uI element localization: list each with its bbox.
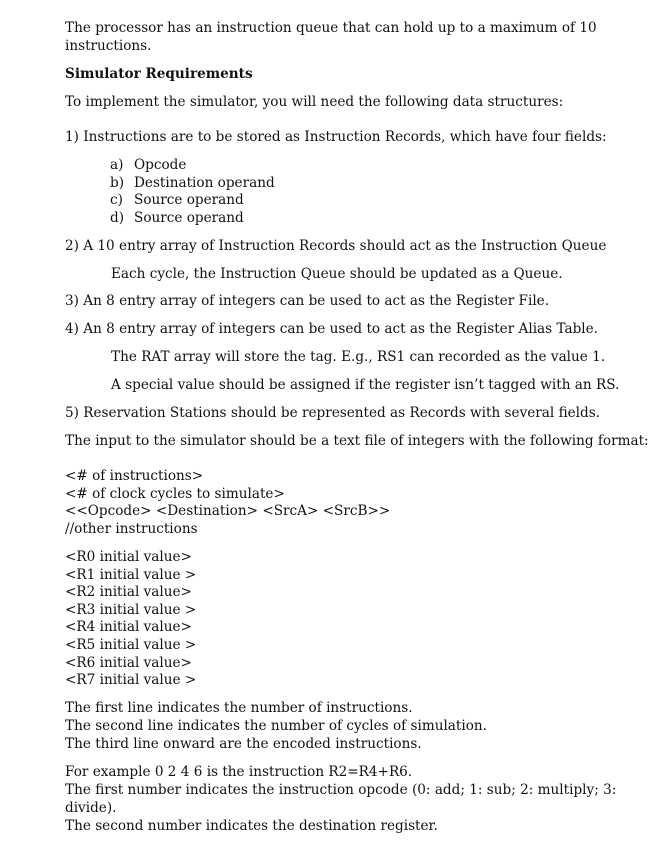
register-line: <R7 initial value > [65, 672, 197, 688]
format-line: <# of instructions> [65, 468, 204, 484]
format-line: <# of clock cycles to simulate> [65, 486, 285, 502]
input-intro: The input to the simulator should be a text file of integers with the following format: [65, 433, 649, 449]
section-heading: Simulator Requirements [65, 66, 253, 82]
register-line: <R1 initial value > [65, 567, 197, 583]
register-line: <R5 initial value > [65, 637, 197, 653]
register-line: <R4 initial value> [65, 619, 192, 635]
item-5-text: 5) Reservation Stations should be represented as Records with several fields. [65, 405, 601, 421]
item-4-note-1: The RAT array will store the tag. E.g., RS1 can recorded as the value 1. [111, 349, 606, 365]
item-4-text: 4) An 8 entry array of integers can be used to act as the Register Alias Table. [65, 321, 598, 337]
field-item: a) Opcode [110, 157, 187, 173]
item-2-note: Each cycle, the Instruction Queue should be updated as a Queue. [111, 266, 563, 282]
lead-text: To implement the simulator, you will need the following data structures: [65, 94, 564, 110]
register-line: <R3 initial value > [65, 602, 197, 618]
explain-line: The first line indicates the number of instructions. [65, 700, 413, 716]
intro-line-1: The processor has an instruction queue that can hold up to a maximum of 10 [65, 20, 597, 36]
format-line: //other instructions [65, 521, 198, 537]
example-line: For example 0 2 4 6 is the instruction R2=R4+R6. [65, 764, 413, 780]
register-line: <R0 initial value> [65, 549, 192, 565]
field-item: b) Destination operand [110, 175, 275, 191]
example-line: The second number indicates the destination register. [65, 818, 438, 834]
item-2-text: 2) A 10 entry array of Instruction Records should act as the Instruction Queue [65, 238, 607, 254]
item-3-text: 3) An 8 entry array of integers can be used to act as the Register File. [65, 293, 550, 309]
explain-line: The second line indicates the number of cycles of simulation. [65, 718, 487, 734]
register-line: <R2 initial value> [65, 584, 192, 600]
example-line: divide). [65, 800, 117, 816]
explain-line: The third line onward are the encoded instructions. [65, 736, 422, 752]
intro-line-2: instructions. [65, 38, 152, 54]
register-line: <R6 initial value> [65, 655, 192, 671]
field-item: d) Source operand [110, 210, 244, 226]
item-4-note-2: A special value should be assigned if the register isn’t tagged with an RS. [111, 377, 620, 393]
format-line: <<Opcode> <Destination> <SrcA> <SrcB>> [65, 503, 391, 519]
field-item: c) Source operand [110, 192, 244, 208]
example-line: The first number indicates the instruction opcode (0: add; 1: sub; 2: multiply; 3: [65, 782, 617, 798]
item-1-text: 1) Instructions are to be stored as Instruction Records, which have four fields: [65, 129, 607, 145]
